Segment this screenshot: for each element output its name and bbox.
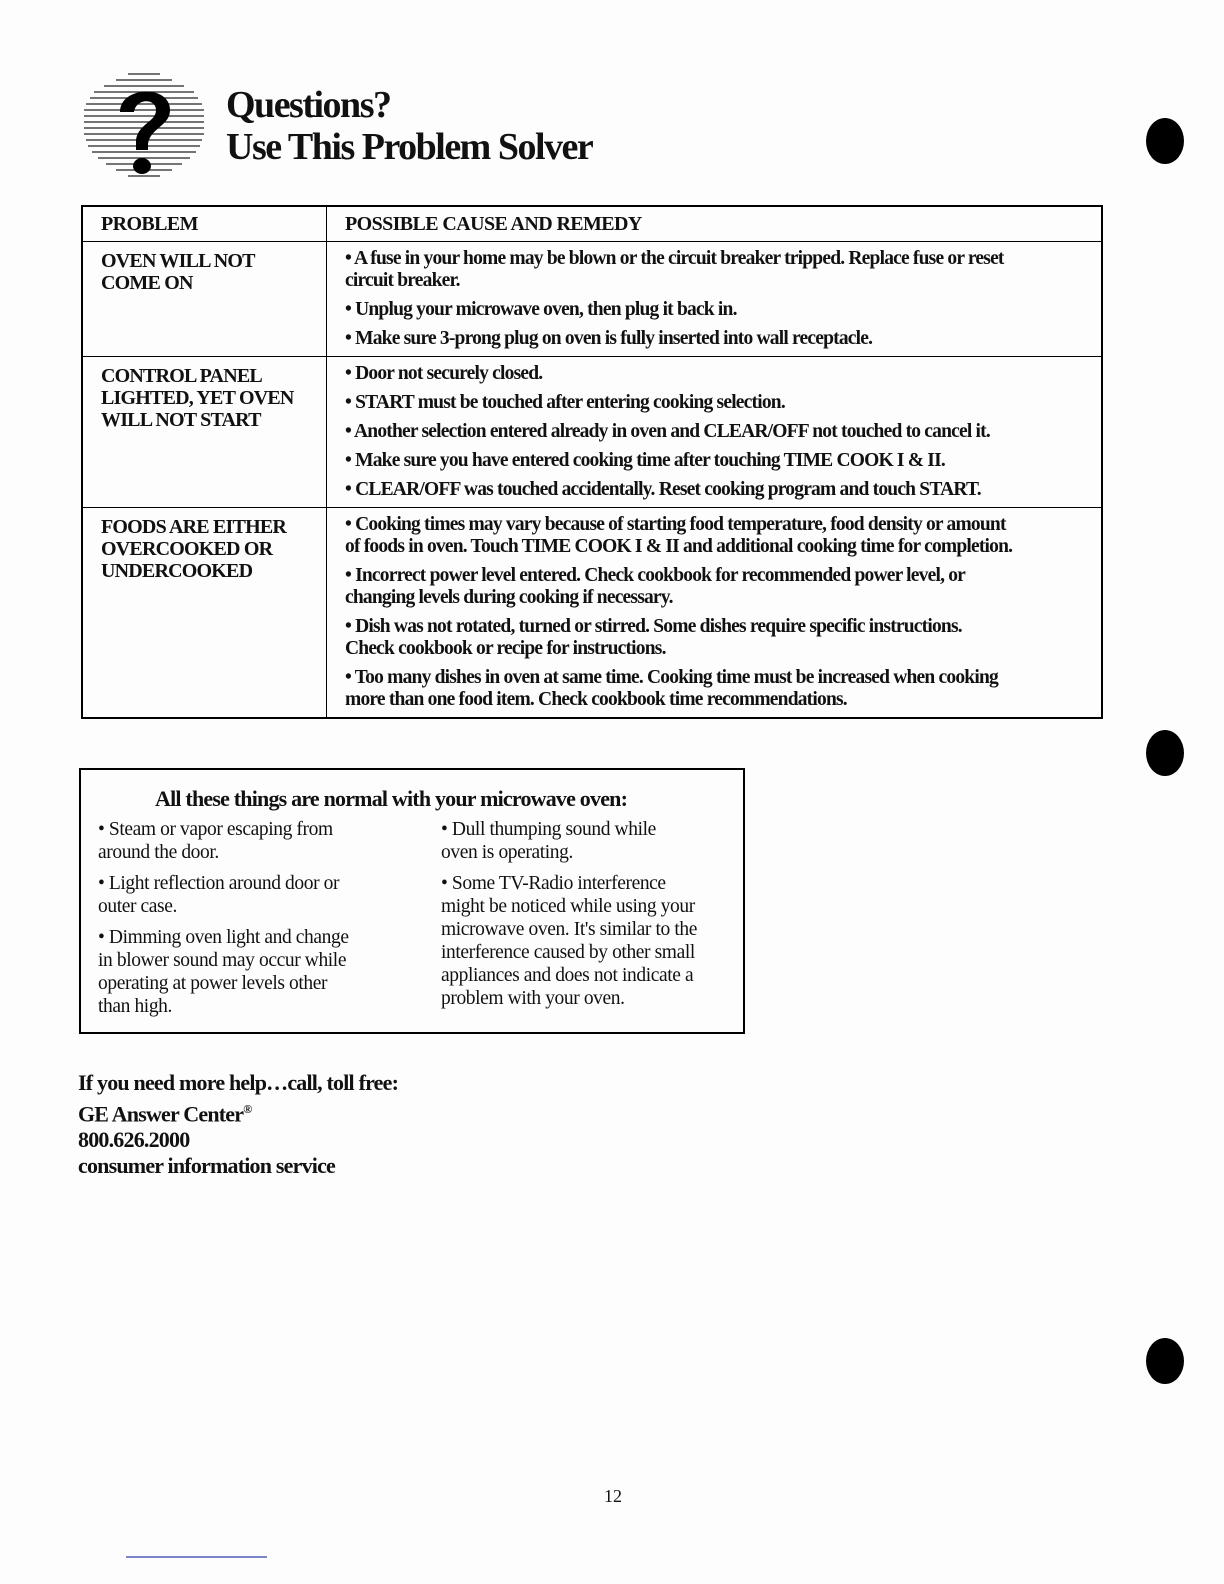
remedy-text: • Incorrect power level entered. Check cookbook for recommended power level, or: [345, 565, 966, 586]
problem-text: FOODS ARE EITHER: [101, 516, 287, 538]
remedy-text: • Dish was not rotated, turned or stirred. Some dishes require specific instructions.: [345, 616, 962, 637]
problem-cell: [82, 242, 327, 357]
footer-rule: [126, 1556, 267, 1558]
list-item-text: in blower sound may occur while: [98, 950, 347, 971]
list-item-text: problem with your oven.: [441, 988, 625, 1009]
problem-text: OVEN WILL NOT: [101, 250, 255, 272]
table-row: [82, 357, 1102, 508]
list-item-text: • Dimming oven light and change: [98, 927, 349, 948]
problem-cell: [82, 357, 327, 508]
normal-conditions-right-column: [441, 818, 741, 1018]
list-item-text: operating at power levels other: [98, 973, 328, 994]
registered-mark: ®: [243, 1102, 252, 1116]
question-mark-icon: [80, 68, 208, 186]
phone-number: 800.626.2000: [78, 1127, 190, 1153]
remedy-text: • Another selection entered already in oven and CLEAR/OFF not touched to cancel it.: [345, 421, 990, 442]
remedy-text: • START must be touched after entering cooking selection.: [345, 392, 785, 413]
page-title: [226, 84, 592, 168]
remedy-text: • Cooking times may vary because of starting food temperature, food density or amount: [345, 514, 1006, 535]
remedy-text: circuit breaker.: [345, 270, 460, 291]
remedy-item: [345, 514, 1101, 558]
normal-conditions-left-column: [98, 818, 398, 1026]
answer-center-text: GE Answer Center: [78, 1101, 244, 1127]
table-row: [82, 242, 1102, 357]
remedy-text: • Make sure 3-prong plug on oven is fully inserted into wall receptacle.: [345, 328, 873, 349]
problem-solver-table: [81, 205, 1103, 719]
remedy-text: • Door not securely closed.: [345, 363, 543, 384]
list-item-text: interference caused by other small: [441, 942, 695, 963]
remedy-text: of foods in oven. Touch TIME COOK I & II and additional cooking time for completion.: [345, 536, 1013, 557]
list-item: [98, 872, 398, 918]
answer-center-name: [78, 1096, 398, 1127]
problem-cell: [82, 508, 327, 719]
list-item: [98, 926, 398, 1018]
list-item-text: • Light reflection around door or: [98, 873, 340, 894]
list-item: [441, 872, 741, 1010]
help-heading: If you need more help…call, toll free:: [78, 1070, 399, 1095]
remedy-text: more than one food item. Check cookbook time recommendations.: [345, 689, 847, 710]
remedy-text: • CLEAR/OFF was touched accidentally. Reset cooking program and touch START.: [345, 479, 981, 500]
remedy-text: • Make sure you have entered cooking time after touching TIME COOK I & II.: [345, 450, 945, 471]
column-header-problem: PROBLEM: [82, 206, 327, 242]
binder-hole-mark: [1146, 730, 1184, 776]
remedy-item: [345, 392, 1101, 414]
list-item-text: around the door.: [98, 842, 219, 863]
remedy-text: • Unplug your microwave oven, then plug it back in.: [345, 299, 737, 320]
normal-conditions-box: [79, 768, 745, 1034]
remedy-item: [345, 248, 1101, 292]
column-header-remedy: POSSIBLE CAUSE AND REMEDY: [327, 206, 1103, 242]
normal-conditions-title: All these things are normal with your microwave oven:: [155, 786, 628, 811]
remedy-item: [345, 299, 1101, 321]
list-item: [98, 818, 398, 864]
list-item-text: • Some TV-Radio interference: [441, 873, 666, 894]
problem-text: WILL NOT START: [101, 409, 261, 431]
title-line-1: Questions?: [226, 84, 391, 126]
binder-hole-mark: [1146, 118, 1184, 164]
list-item-text: outer case.: [98, 896, 177, 917]
remedy-item: [345, 565, 1101, 609]
list-item-text: microwave oven. It's similar to the: [441, 919, 697, 940]
list-item-text: oven is operating.: [441, 842, 573, 863]
list-item-text: • Steam or vapor escaping from: [98, 819, 333, 840]
problem-text: LIGHTED, YET OVEN: [101, 387, 294, 409]
table-row: [82, 508, 1102, 719]
remedy-item: [345, 421, 1101, 443]
service-label: consumer information service: [78, 1153, 336, 1179]
help-contact-block: [78, 1070, 398, 1179]
list-item-text: appliances and does not indicate a: [441, 965, 694, 986]
remedy-text: • A fuse in your home may be blown or the circuit breaker tripped. Replace fuse or reset: [345, 248, 1004, 269]
remedy-cell: [327, 242, 1103, 357]
remedy-text: Check cookbook or recipe for instructions.: [345, 638, 666, 659]
title-line-2: Use This Problem Solver: [226, 126, 593, 168]
remedy-item: [345, 667, 1101, 711]
problem-text: CONTROL PANEL: [101, 365, 262, 387]
remedy-item: [345, 328, 1101, 350]
problem-text: UNDERCOOKED: [101, 560, 253, 582]
remedy-item: [345, 450, 1101, 472]
problem-text: COME ON: [101, 272, 193, 294]
remedy-text: changing levels during cooking if necessary.: [345, 587, 673, 608]
binder-hole-mark: [1146, 1338, 1184, 1384]
list-item-text: than high.: [98, 996, 172, 1017]
list-item-text: might be noticed while using your: [441, 896, 695, 917]
list-item: [441, 818, 741, 864]
page-number: 12: [604, 1486, 622, 1506]
remedy-cell: [327, 357, 1103, 508]
remedy-item: [345, 616, 1101, 660]
remedy-cell: [327, 508, 1103, 719]
remedy-item: [345, 363, 1101, 385]
remedy-item: [345, 479, 1101, 501]
remedy-text: • Too many dishes in oven at same time. Cooking time must be increased when cooking: [345, 667, 998, 688]
problem-text: OVERCOOKED OR: [101, 538, 273, 560]
table-header-row: [82, 206, 1102, 242]
list-item-text: • Dull thumping sound while: [441, 819, 656, 840]
